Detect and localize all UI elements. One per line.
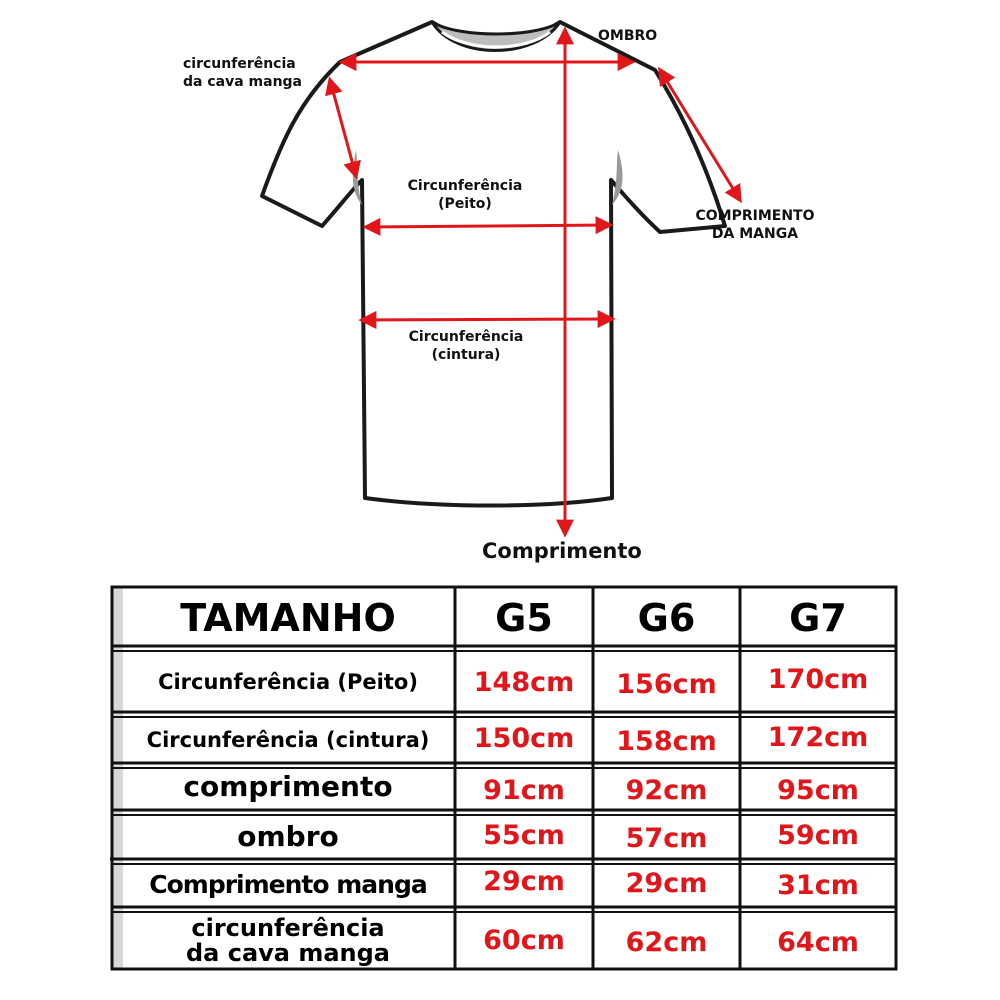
value-cintura-g5: 150cm xyxy=(473,723,575,754)
row-label-comprimento-manga: Comprimento manga xyxy=(149,870,427,900)
peito-arrow xyxy=(366,225,610,227)
row-label-cava-line1: circunferência xyxy=(191,913,385,942)
manga-label-line2: DA MANGA xyxy=(711,225,799,242)
value-cava-g7: 64cm xyxy=(777,926,859,958)
cava-label xyxy=(183,56,302,91)
header-size-g7: G7 xyxy=(789,595,847,640)
header-tamanho: TAMANHO xyxy=(180,595,396,640)
value-cintura-g6: 158cm xyxy=(616,726,717,757)
cintura-label xyxy=(396,329,536,364)
row-label-cava-line2: da cava manga xyxy=(185,939,390,967)
comprimento-label: Comprimento xyxy=(482,539,642,563)
value-manga-g5: 29cm xyxy=(483,866,565,897)
value-manga-g7: 31cm xyxy=(777,870,859,901)
row-label-peito: Circunferência (Peito) xyxy=(158,669,418,694)
header-size-g5: G5 xyxy=(495,595,553,640)
value-ombro-g7: 59cm xyxy=(777,819,859,851)
cintura-label-line1: Circunferência xyxy=(408,329,524,345)
manga-label-line1: COMPRIMENTO xyxy=(695,208,815,224)
value-cava-g5: 60cm xyxy=(483,924,565,956)
value-cava-g6: 62cm xyxy=(625,926,708,958)
row-label-cava-manga xyxy=(124,913,452,969)
cava-label-line1: circunferência xyxy=(183,56,296,72)
ombro-label: OMBRO xyxy=(598,28,658,44)
value-peito-g6: 156cm xyxy=(616,668,717,700)
value-comprimento-g5: 91cm xyxy=(483,774,565,806)
cava-label-line2: da cava manga xyxy=(183,73,303,90)
value-ombro-g5: 55cm xyxy=(483,819,565,851)
value-peito-g5: 148cm xyxy=(473,666,575,698)
row-label-ombro: ombro xyxy=(237,820,339,854)
row-label-comprimento: comprimento xyxy=(183,770,393,804)
size-table xyxy=(110,585,898,971)
value-ombro-g6: 57cm xyxy=(625,822,708,854)
header-size-g6: G6 xyxy=(637,595,696,640)
value-cintura-g7: 172cm xyxy=(767,722,869,753)
value-peito-g7: 170cm xyxy=(767,663,869,695)
value-comprimento-g6: 92cm xyxy=(625,774,708,806)
manga-label xyxy=(680,208,830,243)
cintura-arrow xyxy=(362,319,612,320)
value-comprimento-g7: 95cm xyxy=(777,774,859,806)
cintura-label-line2: (cintura) xyxy=(431,346,501,363)
value-manga-g6: 29cm xyxy=(625,868,708,899)
peito-label-line2: (Peito) xyxy=(438,195,492,212)
tshirt-outline xyxy=(262,22,725,506)
row-label-cintura: Circunferência (cintura) xyxy=(146,728,430,753)
peito-label xyxy=(395,178,535,213)
peito-label-line1: Circunferência xyxy=(407,178,523,194)
